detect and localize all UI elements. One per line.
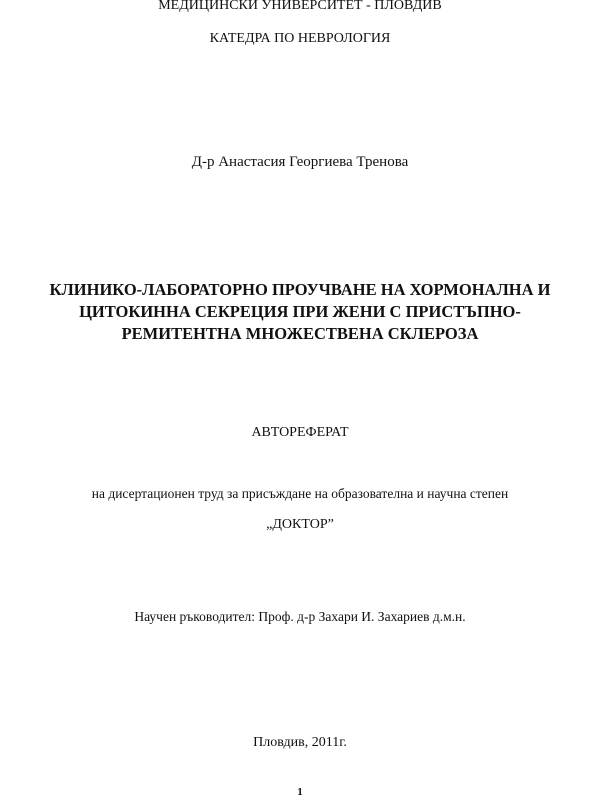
title-line-3: РЕМИТЕНТНА МНОЖЕСТВЕНА СКЛЕРОЗА xyxy=(121,324,479,343)
document-type: АВТОРЕФЕРАТ xyxy=(251,425,349,440)
place-and-year: Пловдив, 2011г. xyxy=(253,735,347,750)
purpose-statement: на дисертационен труд за присъждане на образователна и научна степен xyxy=(91,486,509,501)
degree-name: „ДОКТОР” xyxy=(266,517,334,532)
page-number: 1 xyxy=(297,786,303,798)
university-name: МЕДИЦИНСКИ УНИВЕРСИТЕТ - ПЛОВДИВ xyxy=(158,0,442,13)
supervisor-line: Научен ръководител: Проф. д-р Захари И. Захариев д.м.н. xyxy=(134,609,466,624)
author-name: Д-р Анастасия Георгиева Тренова xyxy=(191,154,409,170)
department-name: КАТЕДРА ПО НЕВРОЛОГИЯ xyxy=(209,31,391,46)
title-line-2: ЦИТОКИННА СЕКРЕЦИЯ ПРИ ЖЕНИ С ПРИСТЪПНО- xyxy=(79,302,521,321)
dissertation-title xyxy=(0,279,600,345)
title-line-1: КЛИНИКО-ЛАБОРАТОРНО ПРОУЧВАНЕ НА ХОРМОНАЛНА И xyxy=(49,280,551,299)
